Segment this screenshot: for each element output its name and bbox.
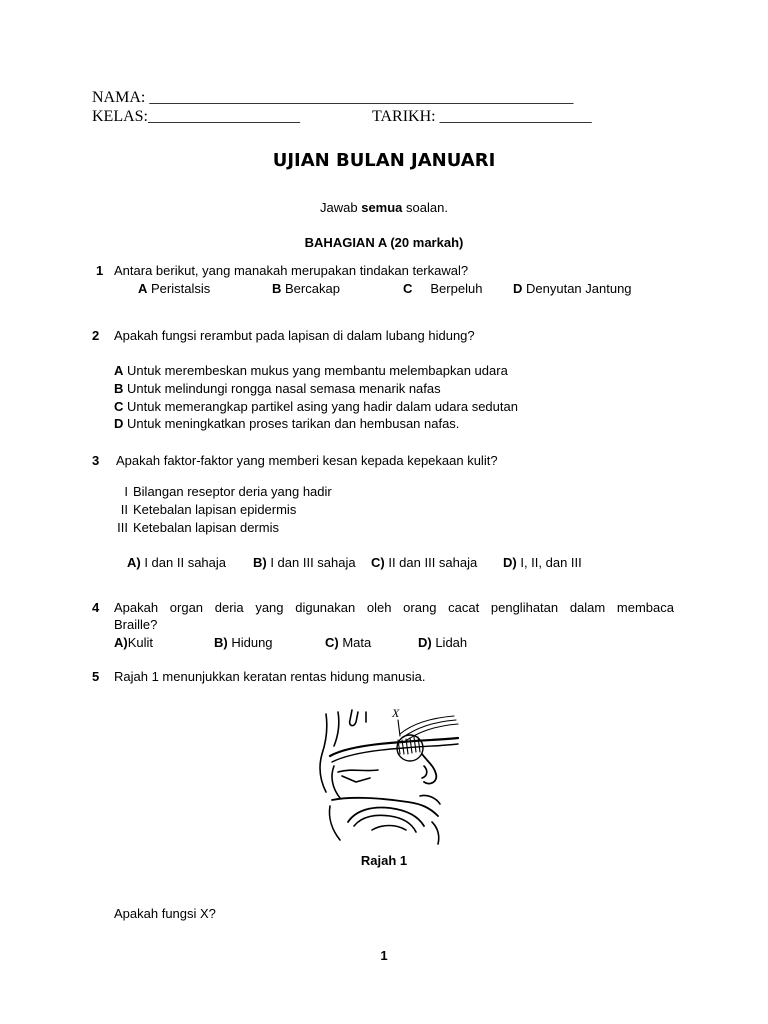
nama-row xyxy=(92,89,573,107)
nose-cross-section-diagram xyxy=(312,706,462,848)
q1-option-b-letter: B xyxy=(272,281,282,296)
q2-option-b-letter: B xyxy=(114,381,124,396)
q2-text: Apakah fungsi rerambut pada lapisan di dalam lubang hidung? xyxy=(114,328,475,343)
q3-option-d xyxy=(503,555,582,570)
q2-option-a xyxy=(114,363,508,378)
q4-option-d xyxy=(418,635,467,650)
nama-line: _____________________________________________________ xyxy=(149,89,574,106)
kelas-row xyxy=(92,108,300,126)
q4-option-b xyxy=(214,635,273,650)
q2-option-b-text: Untuk melindungi rongga nasal semasa menarik nafas xyxy=(123,381,441,396)
q4-text-line1: Apakah organ deria yang digunakan oleh orang cacat penglihatan dalam membaca xyxy=(114,600,674,615)
q4-option-d-text: Lidah xyxy=(431,635,468,650)
q5-followup: Apakah fungsi X? xyxy=(114,906,216,921)
instruction xyxy=(0,200,768,215)
q1-option-a-text: Peristalsis xyxy=(147,281,211,296)
q3-option-a-letter: A) xyxy=(127,555,141,570)
q1-option-d xyxy=(513,281,632,296)
nama-label: NAMA: xyxy=(92,89,150,106)
instruction-pre: Jawab xyxy=(320,200,362,215)
q3-option-a-text: I dan II sahaja xyxy=(140,555,226,570)
q3-option-b-letter: B) xyxy=(253,555,267,570)
q2-option-d-letter: D xyxy=(114,416,124,431)
q4-option-a-letter: A) xyxy=(114,635,128,650)
q4-option-a-text: Kulit xyxy=(127,635,154,650)
q1-option-b-text: Bercakap xyxy=(281,281,340,296)
q2-option-c xyxy=(114,399,518,414)
q2-option-d xyxy=(114,416,459,431)
q2-option-b xyxy=(114,381,441,396)
q3-statement-2-text: Ketebalan lapisan epidermis xyxy=(133,502,297,517)
q3-statement-1-text: Bilangan reseptor deria yang hadir xyxy=(133,484,332,499)
q2-number: 2 xyxy=(92,328,100,343)
q3-option-c-letter: C) xyxy=(371,555,385,570)
kelas-label: KELAS: xyxy=(92,108,148,125)
tarikh-label: TARIKH: xyxy=(372,108,440,125)
q1-option-a xyxy=(138,281,210,296)
q3-text: Apakah faktor-faktor yang memberi kesan kepada kepekaan kulit? xyxy=(116,453,498,468)
figure-label-x: X xyxy=(392,706,400,720)
q3-statement-3-roman: III xyxy=(117,520,128,535)
q4-option-c xyxy=(325,635,371,650)
q2-option-d-text: Untuk meningkatkan proses tarikan dan hembusan nafas. xyxy=(123,416,460,431)
page-number: 1 xyxy=(380,948,388,963)
q3-option-c-text: II dan III sahaja xyxy=(384,555,478,570)
q1-option-c-letter: C xyxy=(403,281,413,296)
q1-option-c xyxy=(403,281,482,296)
q1-option-d-text: Denyutan Jantung xyxy=(522,281,632,296)
q2-option-a-letter: A xyxy=(114,363,124,378)
q4-number: 4 xyxy=(92,600,100,615)
q5-number: 5 xyxy=(92,669,100,684)
q3-option-d-text: I, II, dan III xyxy=(516,555,582,570)
q3-statement-2-roman: II xyxy=(120,502,128,517)
q4-option-b-text: Hidung xyxy=(227,635,273,650)
figure-caption: Rajah 1 xyxy=(360,853,408,868)
tarikh-row xyxy=(372,108,592,126)
q5-text: Rajah 1 menunjukkan keratan rentas hidung manusia. xyxy=(114,669,426,684)
q4-option-a xyxy=(114,635,153,650)
q4-option-c-letter: C) xyxy=(325,635,339,650)
q1-option-b xyxy=(272,281,340,296)
q1-option-d-letter: D xyxy=(513,281,523,296)
tarikh-line: ___________________ xyxy=(439,108,592,125)
instruction-post: soalan. xyxy=(402,200,448,215)
q3-option-b-text: I dan III sahaja xyxy=(266,555,356,570)
q3-option-b xyxy=(253,555,356,570)
q3-statement-3-text: Ketebalan lapisan dermis xyxy=(133,520,279,535)
q2-option-c-text: Untuk memerangkap partikel asing yang hadir dalam udara sedutan xyxy=(123,399,518,414)
q4-option-d-letter: D) xyxy=(418,635,432,650)
q3-number: 3 xyxy=(92,453,100,468)
q4-text-line2: Braille? xyxy=(114,617,158,632)
q2-option-a-text: Untuk merembeskan mukus yang membantu melembapkan udara xyxy=(123,363,508,378)
q3-option-c xyxy=(371,555,477,570)
section-heading: BAHAGIAN A (20 markah) xyxy=(304,235,464,250)
q3-option-a xyxy=(127,555,226,570)
kelas-line: ___________________ xyxy=(148,108,300,125)
q1-number: 1 xyxy=(96,263,104,278)
q1-option-c-text: Berpeluh xyxy=(430,281,483,296)
q4-option-c-text: Mata xyxy=(338,635,372,650)
q3-option-d-letter: D) xyxy=(503,555,517,570)
page-title: UJIAN BULAN JANUARI xyxy=(272,150,496,171)
q1-text: Antara berikut, yang manakah merupakan tindakan terkawal? xyxy=(114,263,469,278)
q3-statement-1-roman: I xyxy=(124,484,128,499)
q1-option-a-letter: A xyxy=(138,281,148,296)
instruction-bold: semua xyxy=(361,200,403,215)
q2-option-c-letter: C xyxy=(114,399,124,414)
q4-option-b-letter: B) xyxy=(214,635,228,650)
